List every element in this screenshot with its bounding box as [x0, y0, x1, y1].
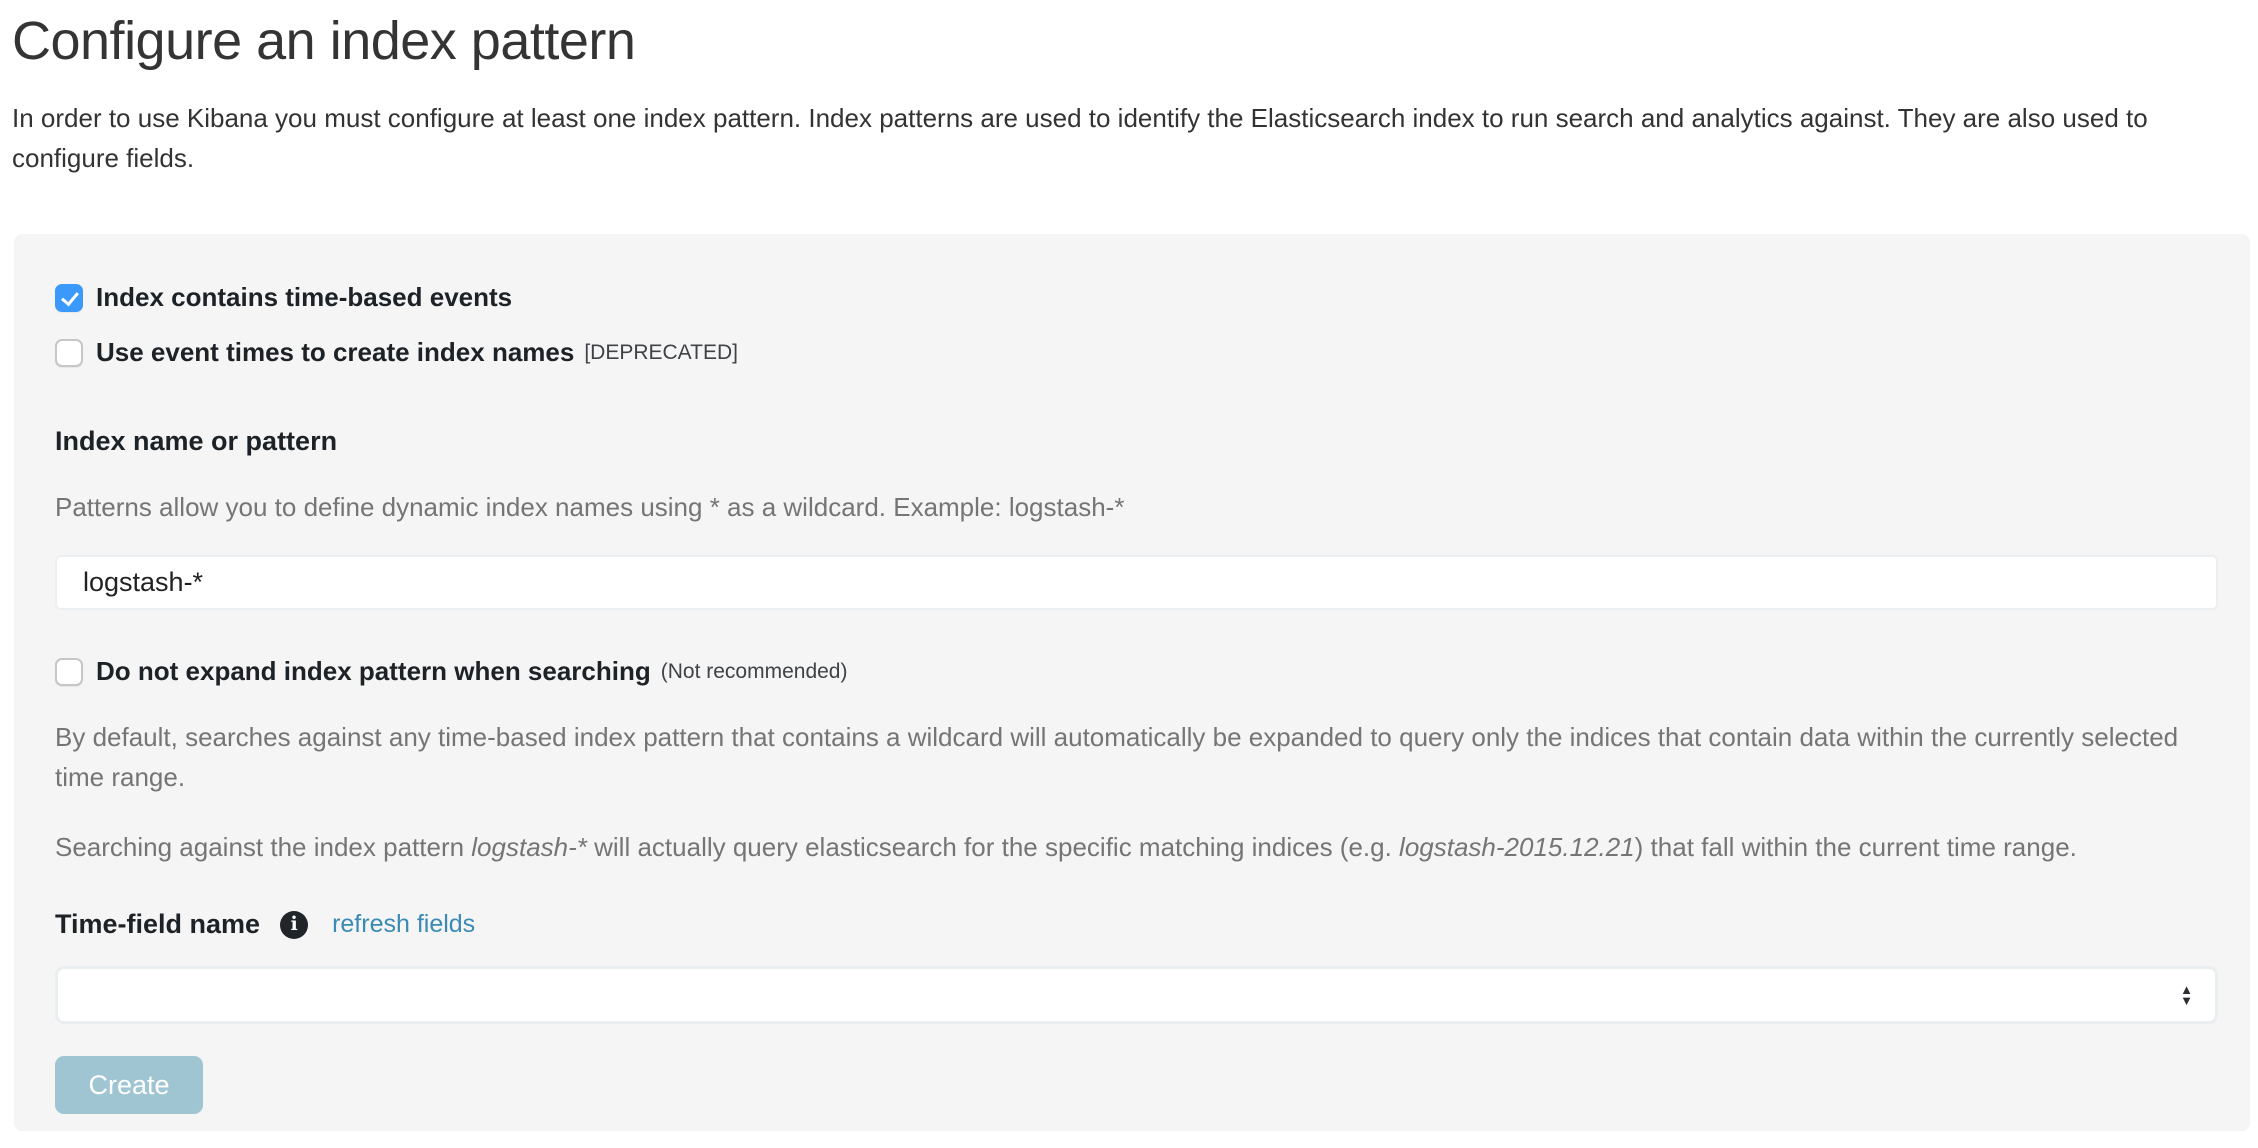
search-help-italic-pattern: logstash-* — [471, 832, 587, 862]
time-field-select[interactable] — [55, 966, 2218, 1024]
time-based-events-row — [55, 282, 2218, 313]
create-button[interactable]: Create — [55, 1056, 203, 1114]
event-times-label[interactable]: Use event times to create index names — [96, 337, 575, 367]
event-times-row — [55, 337, 2218, 368]
expand-help-paragraph: By default, searches against any time-based index pattern that contains a wildcard will automatically be expanded to query only the indices that contain data within the currently selected time range. — [55, 722, 2179, 792]
index-pattern-input[interactable] — [55, 555, 2218, 610]
spinner-up-icon: ▲ — [2180, 982, 2193, 997]
event-times-checkbox[interactable] — [55, 339, 83, 367]
page-title: Configure an index pattern — [12, 11, 636, 71]
time-based-events-label[interactable]: Index contains time-based events — [96, 282, 513, 312]
deprecated-badge: [DEPRECATED] — [584, 340, 738, 364]
no-expand-label[interactable]: Do not expand index pattern when searching — [96, 656, 651, 686]
search-help-paragraph — [55, 827, 2195, 867]
not-recommended-note: (Not recommended) — [660, 659, 848, 683]
search-help-part2: will actually query elasticsearch for the specific matching indices (e.g. — [586, 832, 1400, 862]
config-panel — [14, 234, 2250, 1131]
no-expand-row — [55, 656, 2218, 687]
no-expand-checkbox[interactable] — [55, 658, 83, 686]
select-spinner-icon — [2180, 984, 2193, 1006]
spinner-down-icon: ▼ — [2180, 993, 2193, 1008]
time-field-row — [55, 909, 2218, 940]
search-help-italic-index: logstash-2015.12.21 — [1399, 832, 1635, 862]
search-help-part3: ) that fall within the current time range. — [1634, 832, 2077, 862]
refresh-fields-link[interactable]: refresh fields — [332, 910, 476, 938]
index-name-heading: Index name or pattern — [55, 426, 338, 456]
info-icon-glyph: i — [290, 913, 298, 935]
info-icon — [280, 911, 308, 939]
time-based-events-checkbox[interactable] — [55, 284, 83, 312]
index-pattern-help: Patterns allow you to define dynamic index names using * as a wildcard. Example: logstash-* — [55, 492, 1125, 522]
time-field-label: Time-field name — [55, 909, 261, 939]
intro-text: In order to use Kibana you must configure at least one index pattern. Index patterns are used to identify the Elasticsearch index to run search and analytics against. They are also used to configure fields. — [12, 103, 2148, 173]
search-help-part1: Searching against the index pattern — [55, 832, 472, 862]
